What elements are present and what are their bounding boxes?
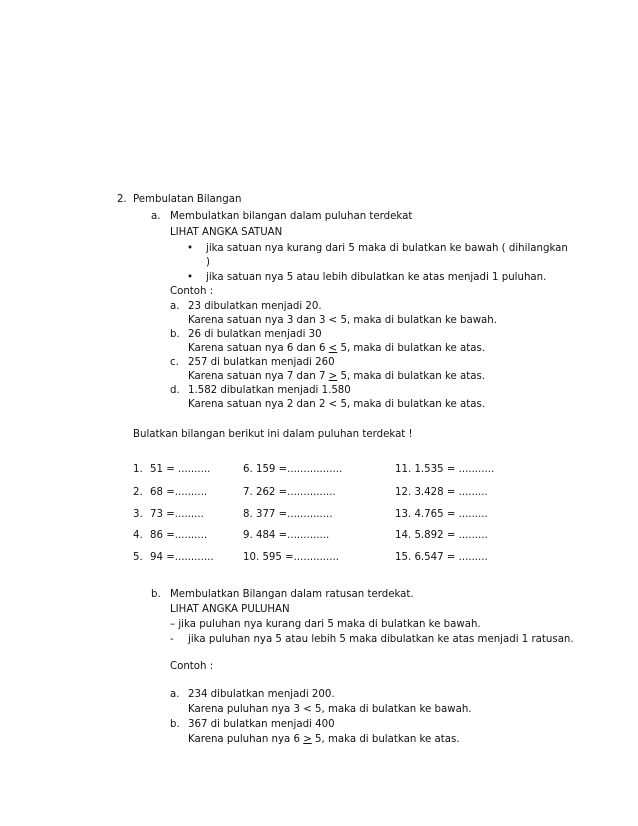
bullet-icon: • xyxy=(187,272,194,283)
exercise-item: 51 = .......... xyxy=(150,464,211,475)
exercise-item: 8. 377 =.............. xyxy=(243,509,333,520)
example-text: Karena puluhan nya 6 xyxy=(188,734,304,745)
example-item-line2 xyxy=(188,733,460,746)
example-item-line1: 1.582 dibulatkan menjadi 1.580 xyxy=(188,385,351,396)
comparison-symbol: > xyxy=(328,371,338,382)
example-item-label: b. xyxy=(170,719,180,730)
exercise-item: 11. 1.535 = ........... xyxy=(395,464,495,475)
exercise-item: 68 =.......... xyxy=(150,487,208,498)
exercise-number: 2. xyxy=(133,487,143,498)
exercise-item: 15. 6.547 = ......... xyxy=(395,552,488,563)
example-item-label: a. xyxy=(170,301,180,312)
part-b-label: b. xyxy=(151,589,161,600)
example-item-line1: 234 dibulatkan menjadi 200. xyxy=(188,689,335,700)
example-text: 5, maka di bulatkan ke atas. xyxy=(337,343,486,354)
example-item-line1: 257 di bulatkan menjadi 260 xyxy=(188,357,335,368)
example-text: 5, maka di bulatkan ke atas. xyxy=(311,734,460,745)
example-text: Karena satuan nya 6 dan 6 xyxy=(188,343,329,354)
exercise-item: 73 =......... xyxy=(150,509,204,520)
example-item-label: c. xyxy=(170,357,179,368)
exercise-item: 14. 5.892 = ......... xyxy=(395,530,488,541)
example-label: Contoh : xyxy=(170,661,214,672)
exercise-number: 4. xyxy=(133,530,143,541)
part-b-title: Membulatkan Bilangan dalam ratusan terdekat. xyxy=(170,589,414,600)
comparison-symbol: < xyxy=(328,343,338,354)
example-item-line2 xyxy=(188,342,485,355)
example-item-label: a. xyxy=(170,689,180,700)
section-number: 2. xyxy=(117,194,127,205)
exercise-number: 5. xyxy=(133,552,143,563)
bullet-item-continuation: ) xyxy=(206,257,210,268)
exercise-instruction: Bulatkan bilangan berikut ini dalam puluhan terdekat ! xyxy=(133,429,413,440)
exercise-item: 7. 262 =............... xyxy=(243,487,336,498)
example-item-label: b. xyxy=(170,329,180,340)
example-text: 5, maka di bulatkan ke atas. xyxy=(337,371,486,382)
example-item-line1: 367 di bulatkan menjadi 400 xyxy=(188,719,335,730)
exercise-item: 9. 484 =............. xyxy=(243,530,330,541)
part-a-look: LIHAT ANGKA SATUAN xyxy=(170,227,283,238)
example-item-label: d. xyxy=(170,385,180,396)
example-item-line2 xyxy=(188,370,485,383)
exercise-item: 13. 4.765 = ......... xyxy=(395,509,488,520)
example-item-line2: Karena puluhan nya 3 < 5, maka di bulatkan ke bawah. xyxy=(188,704,472,715)
example-text: Karena satuan nya 7 dan 7 xyxy=(188,371,329,382)
rule-item: – jika puluhan nya kurang dari 5 maka di bulatkan ke bawah. xyxy=(170,619,481,630)
exercise-item: 6. 159 =................. xyxy=(243,464,343,475)
section-title: Pembulatan Bilangan xyxy=(133,194,242,205)
exercise-number: 3. xyxy=(133,509,143,520)
exercise-item: 12. 3.428 = ......... xyxy=(395,487,488,498)
bullet-item: jika satuan nya kurang dari 5 maka di bulatkan ke bawah ( dihilangkan xyxy=(206,243,568,254)
part-b-look: LIHAT ANGKA PULUHAN xyxy=(170,604,290,615)
part-a-label: a. xyxy=(151,211,161,222)
example-item-line1: 23 dibulatkan menjadi 20. xyxy=(188,301,322,312)
part-a-title: Membulatkan bilangan dalam puluhan terdekat xyxy=(170,211,413,222)
example-item-line2: Karena satuan nya 2 dan 2 < 5, maka di bulatkan ke atas. xyxy=(188,399,486,410)
exercise-item: 10. 595 =.............. xyxy=(243,552,339,563)
exercise-item: 94 =............ xyxy=(150,552,214,563)
comparison-symbol: > xyxy=(303,734,312,745)
rule-item: jika puluhan nya 5 atau lebih 5 maka dibulatkan ke atas menjadi 1 ratusan. xyxy=(188,634,574,645)
rule-dash: - xyxy=(170,634,174,645)
bullet-item: jika satuan nya 5 atau lebih dibulatkan ke atas menjadi 1 puluhan. xyxy=(206,272,547,283)
example-label: Contoh : xyxy=(170,286,214,297)
example-item-line2: Karena satuan nya 3 dan 3 < 5, maka di bulatkan ke bawah. xyxy=(188,315,497,326)
exercise-item: 86 =.......... xyxy=(150,530,208,541)
example-item-line1: 26 di bulatkan menjadi 30 xyxy=(188,329,322,340)
bullet-icon: • xyxy=(187,243,194,254)
exercise-number: 1. xyxy=(133,464,143,475)
